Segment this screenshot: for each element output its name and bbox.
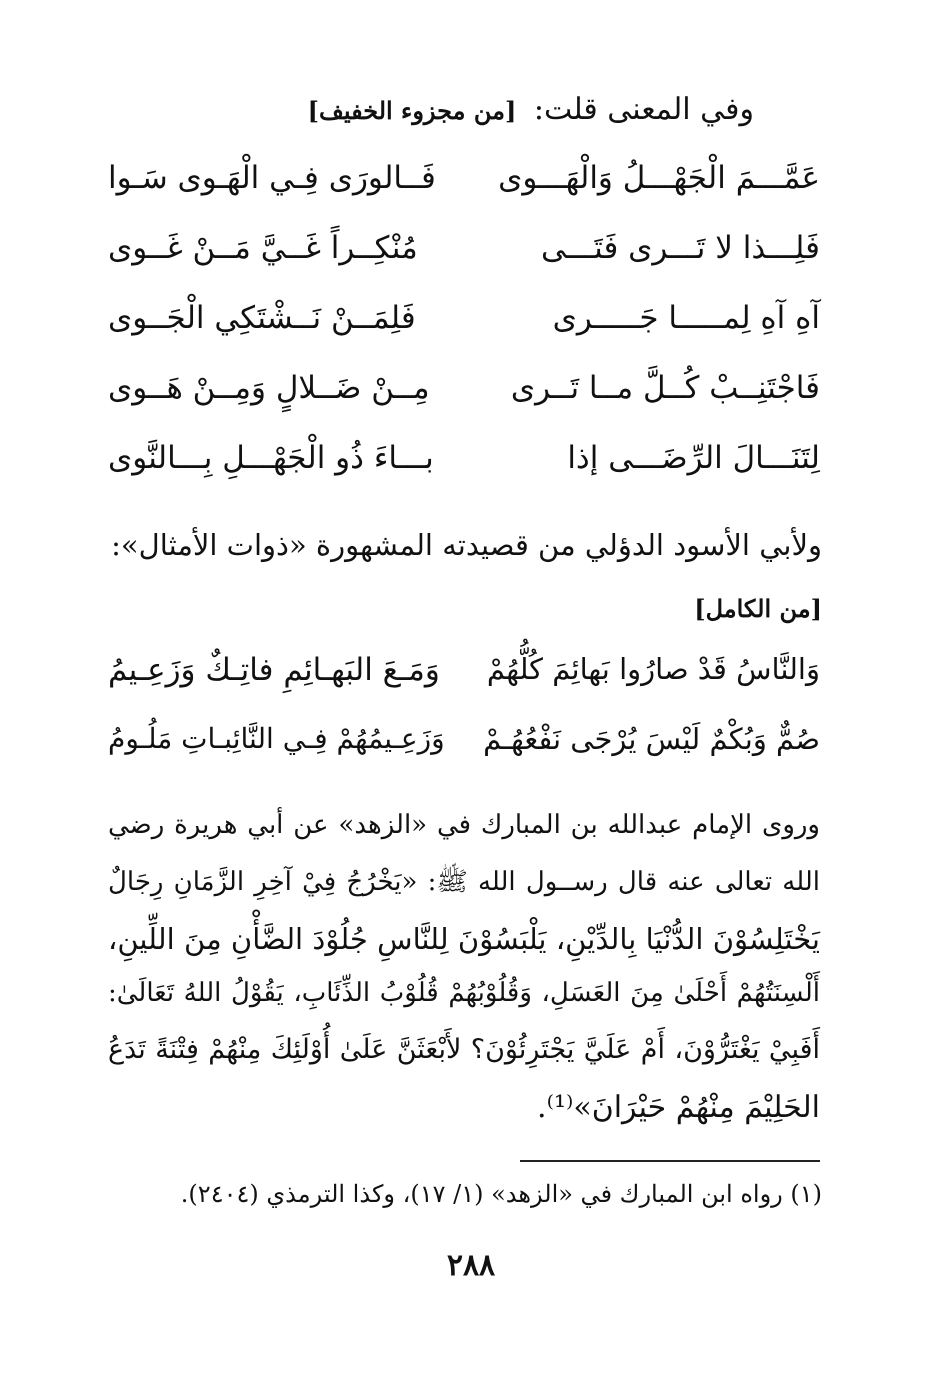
meter-label: [من الكامل] bbox=[694, 594, 822, 623]
prose-line: وروى الإمام عبدالله بن المبارك في «الزهد» عن أبي هريرة رضي bbox=[108, 810, 820, 840]
verse-second-hemistich: مِــنْ ضَــلالٍ وَمِــنْ هَــوى bbox=[108, 370, 430, 406]
paragraph-intro: ولأبي الأسود الدؤلي من قصيدته المشهورة «ذوات الأمثال»: bbox=[111, 528, 822, 562]
poem1-verse bbox=[108, 440, 820, 490]
verse-first-hemistich: عَمَّـــمَ الْجَهْـــلُ وَالْهَـــوى bbox=[498, 160, 820, 196]
verse-second-hemistich: وَزَعِـيمُهُمْ فِـي النَّائِبـاتِ مَلُـومُ bbox=[108, 722, 445, 755]
prose-line: الله تعالى عنه قال رســول الله ﷺ: «يَخْرُجُ فِيْ آخِرِ الزَّمَانِ رِجَالٌ bbox=[108, 867, 820, 897]
poem1-verse bbox=[108, 370, 820, 420]
verse-first-hemistich: وَالنَّاسُ قَدْ صارُوا بَهائِمَ كُلُّهُمْ bbox=[486, 652, 820, 686]
verse-first-hemistich: لِتَنَـــالَ الرِّضَـــى إذا bbox=[567, 440, 820, 476]
prose-line: أَلْسِنَتُهُمْ أَحْلَىٰ مِنَ العَسَلِ، وَقُلُوْبُهُمْ قُلُوْبُ الذِّئَابِ، يَقُوْلُ اللهُ تَعَالَىٰ: bbox=[108, 978, 820, 1008]
poem1-verse bbox=[108, 300, 820, 350]
verse-second-hemistich: فَلِمَــنْ نَــشْتَكِي الْجَــوى bbox=[108, 300, 416, 336]
verse-second-hemistich: وَمَـعَ البَهـائِمِ فاتِـكٌ وَزَعِـيمُ bbox=[108, 652, 440, 688]
intro-meter: [من مجزوء الخفيف] bbox=[307, 96, 517, 125]
prose-line: أَفَبِيْ يَغْتَرُّوْنَ، أَمْ عَلَيَّ يَجْتَرِئُوْنَ؟ لأَبْعَثَنَّ عَلَىٰ أُوْلَئِكَ مِنْهُمْ فِتْنَةً تَدَعُ bbox=[108, 1034, 820, 1065]
prose-line: الحَلِيْمَ مِنْهُمْ حَيْرَانَ»⁽¹⁾. bbox=[537, 1090, 820, 1125]
poem2-verse bbox=[108, 722, 820, 772]
verse-first-hemistich: فَلِـــذا لا تَـــرى فَتَـــى bbox=[541, 230, 820, 266]
verse-first-hemistich: فَاجْتَنِــبْ كُــلَّ مــا تَــرى bbox=[510, 370, 820, 406]
verse-second-hemistich: بـــاءَ ذُو الْجَهْـــلِ بِـــالنَّوى bbox=[108, 440, 434, 476]
footnote-divider bbox=[520, 1160, 820, 1162]
poem2-verse bbox=[108, 652, 820, 702]
intro-text: وفي المعنى قلت: bbox=[533, 92, 754, 127]
verse-first-hemistich: آهِ آهِ لِمـــــا جَـــــرى bbox=[552, 300, 820, 336]
verse-second-hemistich: فَــالورَى فِـي الْهَـوى سَـوا bbox=[108, 160, 436, 196]
footnote: (١) رواه ابن المبارك في «الزهد» (١/ ١٧)، وكذا الترمذي (٢٤٠٤). bbox=[180, 1180, 822, 1208]
verse-first-hemistich: صُمٌّ وَبُكْمٌ لَيْسَ يُرْجَى نَفْعُهُـمْ bbox=[483, 722, 820, 756]
page-number: ٢٨٨ bbox=[446, 1248, 496, 1283]
prose-line: يَخْتَلِسُوْنَ الدُّنْيَا بِالدِّيْنِ، يَلْبَسُوْنَ لِلنَّاسِ جُلُوْدَ الضَّأْنِ مِنَ اللِّينِ، bbox=[108, 922, 820, 956]
intro-line bbox=[308, 92, 754, 127]
poem1-verse bbox=[108, 230, 820, 280]
poem1-verse bbox=[108, 160, 820, 210]
verse-second-hemistich: مُنْكِــراً غَــيَّ مَــنْ غَــوى bbox=[108, 230, 418, 266]
